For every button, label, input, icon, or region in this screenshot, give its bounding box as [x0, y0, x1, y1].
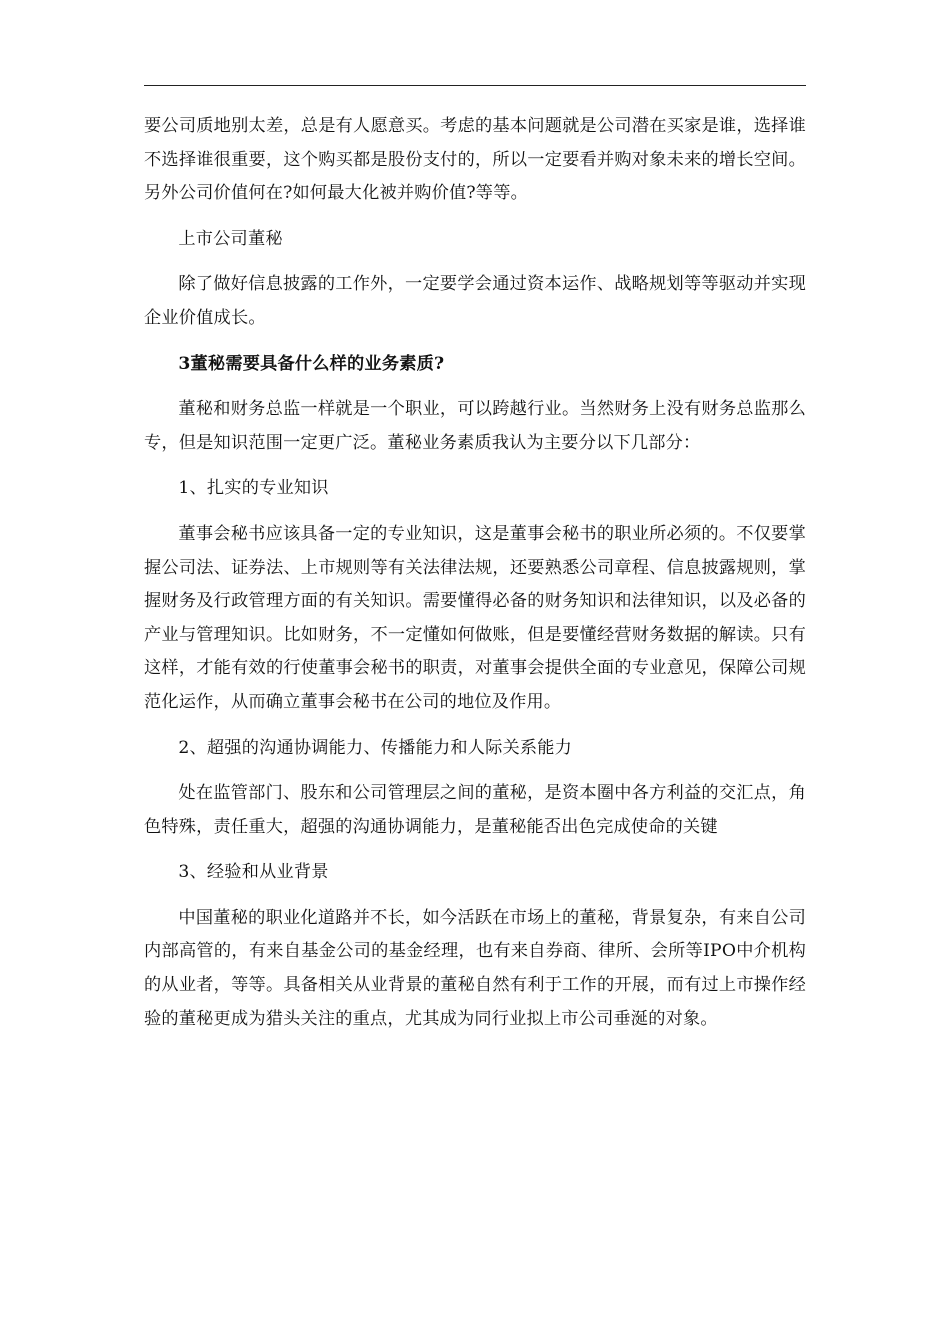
list-heading-3: 3、经验和从业背景: [178, 862, 329, 883]
paragraph: 中国董秘的职业化道路并不长，如今活跃在市场上的董秘，背景复杂，有来自公司内部高管的，有来自基金公司的基金经理，也有来自券商、律所、会所等IPO中介机构的从业者，等等。具备相关从业背景的董秘自然有利于工作的开展，而有过上市操作经验的董秘更成为猎头关注的重点，尤其成为同行业拟上市公司垂涎的对象。: [144, 907, 806, 1029]
paragraph: 董秘和财务总监一样就是一个职业，可以跨越行业。当然财务上没有财务总监那么专，但是知识范围一定更广泛。董秘业务素质我认为主要分以下几部分：: [144, 399, 806, 453]
document-body: [144, 110, 806, 1048]
header-rule: [144, 85, 806, 86]
list-heading-1: 1、扎实的专业知识: [178, 478, 329, 499]
list-heading-2: 2、超强的沟通协调能力、传播能力和人际关系能力: [178, 737, 573, 758]
paragraph-continuation: 要公司质地别太差，总是有人愿意买。考虑的基本问题就是公司潜在买家是谁，选择谁不选择谁很重要，这个购买都是股份支付的，所以一定要看并购对象未来的增长空间。另外公司价值何在?如何最大化被并购价值?等等。: [144, 116, 806, 204]
paragraph: 除了做好信息披露的工作外，一定要学会通过资本运作、战略规划等等驱动并实现企业价值成长。: [144, 274, 806, 328]
section-heading: 3董秘需要具备什么样的业务素质?: [178, 353, 445, 374]
paragraph-heading-listed-company-secretary: 上市公司董秘: [178, 228, 283, 249]
paragraph: 处在监管部门、股东和公司管理层之间的董秘，是资本圈中各方利益的交汇点，角色特殊，责任重大，超强的沟通协调能力，是董秘能否出色完成使命的关键: [144, 783, 806, 837]
paragraph: 董事会秘书应该具备一定的专业知识，这是董事会秘书的职业所必须的。不仅要掌握公司法、证券法、上市规则等有关法律法规，还要熟悉公司章程、信息披露规则，掌握财务及行政管理方面的有关知识。需要懂得必备的财务知识和法律知识，以及必备的产业与管理知识。比如财务，不一定懂如何做账，但是要懂经营财务数据的解读。只有这样，才能有效的行使董事会秘书的职责，对董事会提供全面的专业意见，保障公司规范化运作，从而确立董事会秘书在公司的地位及作用。: [144, 523, 806, 712]
